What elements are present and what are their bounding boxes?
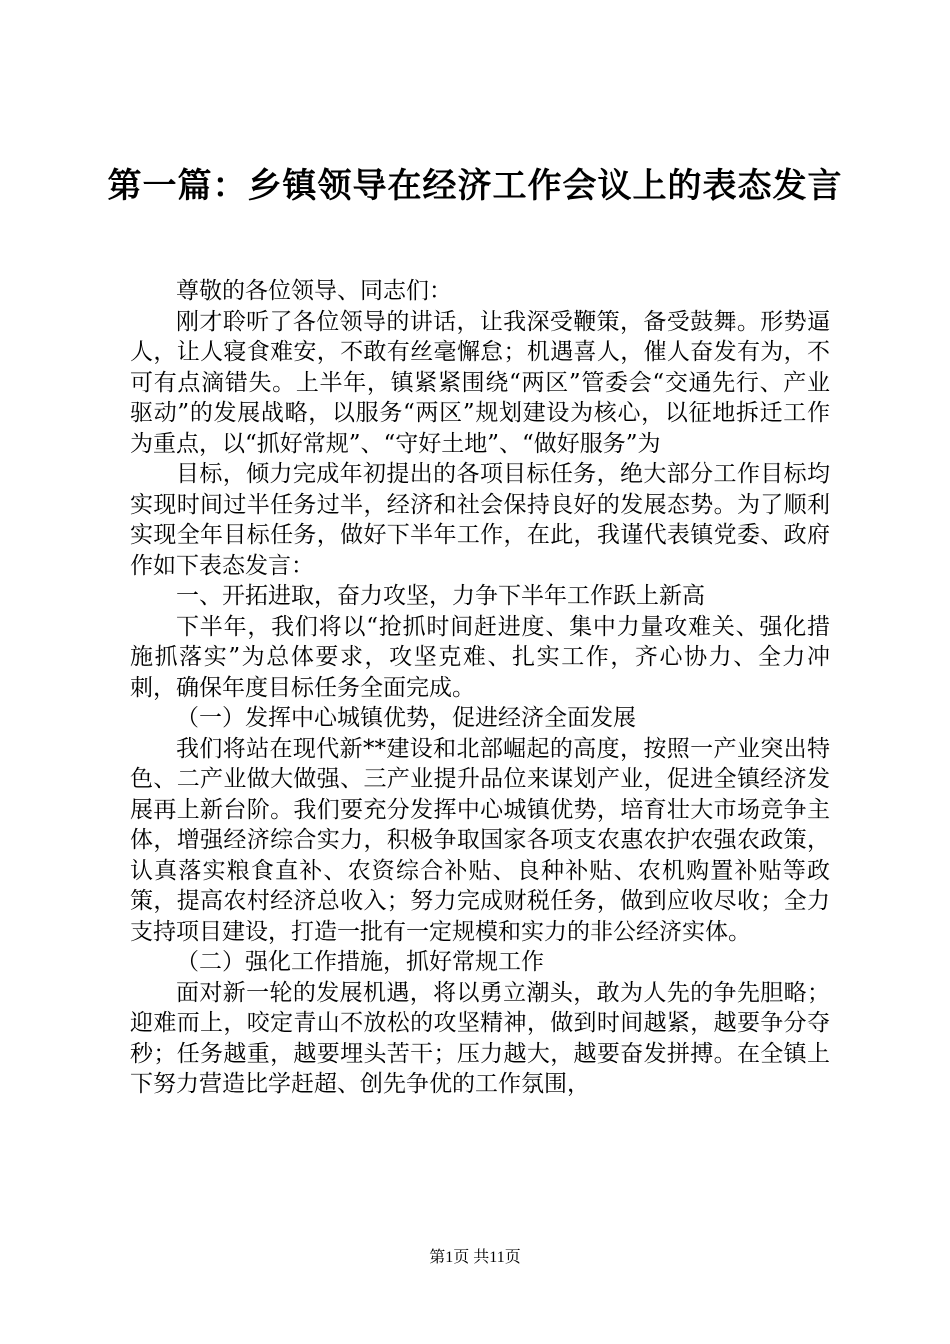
page-footer: 第1页 共11页 xyxy=(429,1249,521,1266)
paragraph: 我们将站在现代新**建设和北部崛起的高度，按照一产业突出特色、二产业做大做强、三产业提升品位来谋划产业，促进全镇经济发展再上新台阶。我们要充分发挥中心城镇优势，培育壮大市场竞争主体，增强经济综合实力，积极争取国家各项支农惠农护农强农政策，认真落实粮食直补、农资综合补贴、良种补贴、农机购置补贴等政策，提高农村经济总收入；努力完成财税任务，做到应收尽收；全力支持项目建设，打造一批有一定规模和实力的非公经济实体。 xyxy=(130,735,830,945)
paragraph: 目标，倾力完成年初提出的各项目标任务，绝大部分工作目标均实现时间过半任务过半，经济和社会保持良好的发展态势。为了顺利实现全年目标任务，做好下半年工作，在此，我谨代表镇党委、政府作如下表态发言： xyxy=(130,461,830,579)
section-heading: 一、开拓进取，奋力攻坚，力争下半年工作跃上新高 xyxy=(176,583,705,609)
paragraph: 面对新一轮的发展机遇，将以勇立潮头，敢为人先的争先胆略；迎难而上，咬定青山不放松的攻坚精神，做到时间越紧，越要争分夺秒；任务越重，越要埋头苦干；压力越大，越要奋发拼搏。在全镇上下努力营造比学赶超、创先争优的工作氛围， xyxy=(130,979,830,1097)
paragraph: 刚才聆听了各位领导的讲话，让我深受鞭策，备受鼓舞。形势逼人，让人寝食难安，不敢有丝毫懈怠；机遇喜人，催人奋发有为，不可有点滴错失。上半年，镇紧紧围绕“两区”管委会“交通先行、产业驱动”的发展战略，以服务“两区”规划建设为核心，以征地拆迁工作为重点，以“抓好常规”、“守好土地”、“做好服务”为 xyxy=(130,308,830,457)
paragraph-salutation: 尊敬的各位领导、同志们： xyxy=(176,278,452,304)
document-title: 第一篇：乡镇领导在经济工作会议上的表态发言 xyxy=(107,166,843,206)
document-body xyxy=(130,276,830,1100)
paragraph: 下半年，我们将以“抢抓时间赶进度、集中力量攻难关、强化措施抓落实”为总体要求，攻坚克难、扎实工作，齐心协力、全力冲刺，确保年度目标任务全面完成。 xyxy=(130,613,830,701)
subsection-heading: （一）发挥中心城镇优势，促进经济全面发展 xyxy=(176,705,636,731)
subsection-heading: （二）强化工作措施，抓好常规工作 xyxy=(176,949,544,975)
